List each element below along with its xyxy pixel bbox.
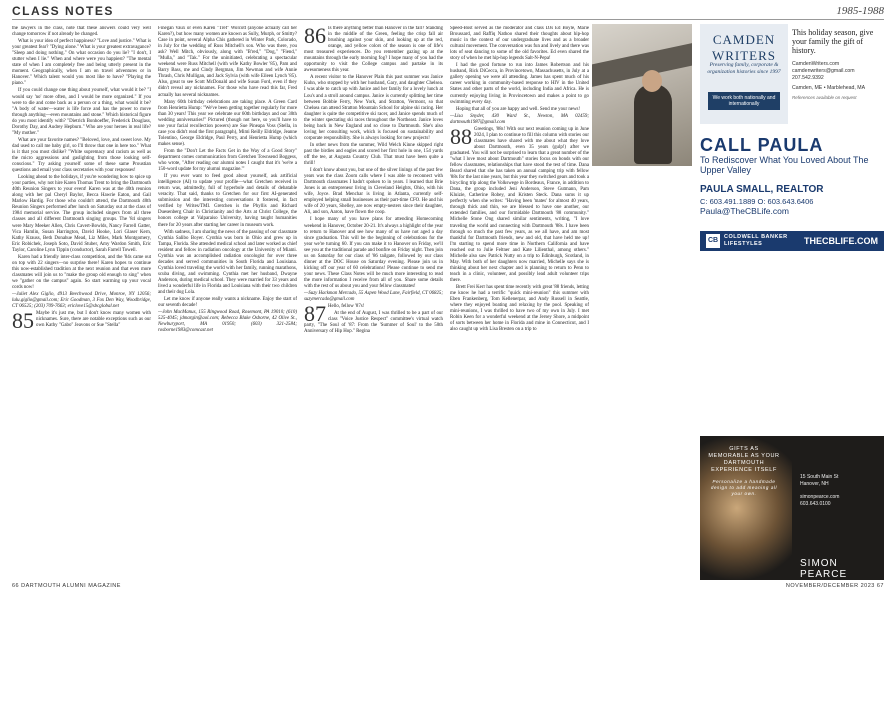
paula-name: PAULA SMALL, REALTOR (700, 184, 824, 195)
class-number-87: 87 (304, 301, 326, 327)
cb-line-2: LIFESTYLES (724, 240, 763, 247)
paragraph: Looking ahead to the holidays, if you're wondering how to spice up your parties, why not hire Karen Thomas Trent to bring the Dartmouth 40th Reunion Singers to your event! Karen was at the 40th reunion along with her pal Cheryl Baylor, Becca Hawrie Eaton, and Gail Marlow Hardig. For those who couldn't attend, the Dartmouth 40th Reunion Singers performed after lunch on Saturday out at the class of 1984 memorial service. The group included singers from all three classes and all different Dartmouth singing groups. The '84 singers were Mary Meeker Allen, Chris Cavert-Bowlds, Nancy Farrell Gatter, Vica Hamlin, Susan Harrington, David Hooke, Lori Glaser Kern, Kathy Krauss, Beth Donahue Mead, Liz Miles, Mark Montgomery, Eric Robichek, Joseph Soto, David Stuber, Amy Wardon Smith, Eric Taylor, Caroline Lynn Tippin (conductor), Sarah Farrell Towell. (12, 175, 151, 253)
paula-subtitle: To Rediscover What You Loved About The Upper Valley (700, 155, 869, 175)
camden-site-link[interactable]: CamdenWriters.com (792, 61, 840, 67)
camden-logo-top: CAMDEN (712, 32, 776, 47)
class-note-88 (450, 123, 589, 284)
camden-logo-panel (700, 24, 788, 124)
class-years: 1985-1988 (836, 5, 884, 17)
camden-logo-bottom: WRITERS (711, 48, 777, 63)
class-number-85: 85 (12, 308, 34, 334)
camden-email-link[interactable]: camdenwriters@gmail.com (792, 68, 855, 74)
column-5 (594, 172, 694, 727)
coldwell-banker-bar (700, 231, 884, 251)
section-title: CLASS NOTES (12, 4, 114, 18)
class-note-86 (304, 26, 443, 74)
paragraph: Karen had a friendly inter-class competition, and the '84s came out on top with 22 singers—no surprise there! Karen hopes to continue this now-established tradition at the next reunion and that even more classmates will join us to "make the group old enough to sing" when we "gather on the campus" again. So start warming up your vocal cords now! (12, 254, 151, 290)
classmate-photo (592, 24, 692, 166)
simon-address-2: Hanover, NH (800, 481, 829, 487)
class-note-85 (12, 308, 151, 334)
simon-contact (800, 474, 880, 508)
footer-left: 66 DARTMOUTH ALUMNI MAGAZINE (12, 583, 121, 589)
page-header (0, 0, 896, 22)
column-3 (304, 26, 443, 581)
column-2 (158, 26, 297, 581)
paragraph: Hello, fellow '87s! (328, 304, 365, 310)
paula-title: CALL PAULA (700, 135, 824, 155)
simon-promo-headline: GIFTS AS MEMORABLE AS YOUR DARTMOUTH EXPERIENCE ITSELF (708, 446, 780, 473)
paragraph: From the "Don't Let the Facts Get in the Way of a Good Story" department comes communication from Gretchen Townsend Boggess, who wrote, "After reading our alumni notes I caught that it's 'we're a 150-word update for my alumni magazine.'" (158, 148, 297, 173)
camden-details (792, 28, 884, 100)
person-head-shape (642, 70, 662, 92)
camden-badge: We work both nationally and internationally (708, 92, 780, 110)
paula-email-link[interactable]: Paula@TheCBLife.com (700, 206, 789, 216)
coldwell-banker-wordmark (724, 234, 788, 247)
paragraph: Let me know if anyone really wants a nickname. Enjoy the start of our seventh decade! (158, 297, 297, 309)
column-1 (12, 26, 151, 581)
paragraph: Finegan Vaux or even Karen "Tref" Wolcott (anyone actually call her Karen?), but how many women are known as Sully, Murph, or Smitty? Case in point, several Alpha Chis gathered in Winter Park, Colorado, in July for the wedding of Russ Mitchell's son. Who was there, you ask? Well Mitch, obviously, along with "B'red," "Dog," "Fiend," "Mulla," and "Tak." For the uninitiated, celebrating a spectacular weekend were Russ Mitchell (with wife Kathy Bowler '85), Pam and Barry Bass, me and Cindy Bergman, Jim Newman and wife Annie Thrash, Chris Mulligan, and Jack Sylvia (with wife Eileen Lynch '85). Also, great to see Scott McDonald and wife Susan Ford, even if they didn't reveal any nicknames. For those who have read this far, Fred actually has several nicknames. (158, 26, 297, 98)
paragraph: At the end of August, I was thrilled to be a part of our class "Voice Justice Respect" committee's virtual watch party, "The Soul of '87: From the 'Summer of Soul' to the 50th Anniversary of Hip Hop." Regina (304, 311, 443, 335)
secretary-signature: —Juliet Alex Giglio, 4913 Beechwood Drive, Monroe, NY 12056; lulu.giglio@gmail.com; Eric Goodman, 3 Fox Den Way, Woodbridge, CT 06525; (203) 709-7663; ericlove15@sbcglobal.net (12, 292, 151, 310)
simon-site-link[interactable]: simonpearce.com (800, 494, 840, 500)
simon-promo (708, 446, 780, 497)
paragraph: Brett Frei Kerr has spent time recently with great '88 friends, letting me know he had a terrific "quick mini-reunion" this summer with Eben Frankenberg, Tom Kellenerpar, and Andy Russell in Seattle, where they enjoyed boating and relaxing by the pool. Speaking of mini-reunions, I was thrilled to have two of my own in July. I met Robin Keen for a wonderful weekend at the Jersey Shore, a midpoint of sorts between her home in Florida and mine in Connecticut, and I also caught up with Lisa Bresten on a trip to (450, 284, 589, 333)
paragraph: If you ever want to feed good about yourself, ask artificial intelligence (AI) to update your profile—what Gretchen received in return was, admittedly, full of hyperbole and details of debatable veracity. That said, thanks to Gretchen for our first AI-generated submission and the interesting conversations it fostered, in fact verified by Writes/TMI. Gretchen is the Phyllis and Richard Duesenberg Chair in Christianity and the Arts at Christ College, the honors college at Valparaiso University, having taught humanities there for 20 years after starting her career in museum work. (158, 174, 297, 228)
paragraph: I hope many of you have plans for attending Homecoming weekend in Hanover, October 20-21. It's always a highlight of the year to return to Hanover and see how many of us have not aged a day since graduation. This will be the beginning of celebrations for the year we're turning 60. If you can make it to Hanover on Friday, we'll see you at the traditional parade and bonfire on Friday night. Then join us on Saturday for our class of '86 tailgate, followed by our class dinner at the DOC House on Saturday evening. Please join us in kicking off our year of 60 celebrations! Please continue to send me your news. These Class Notes will be much more interesting to read the more information I receive from all of you. Share some details with the rest of us about you and your fellow classmates! (304, 217, 443, 289)
simon-phone: 603.643.0100 (800, 501, 831, 507)
simon-promo-sub: Personalize a handmade design to add meaning all your own. (710, 479, 778, 496)
camden-phone: 207.542.9392 (792, 75, 824, 81)
coldwell-banker-logo-icon: CB (706, 234, 720, 248)
column-4 (450, 26, 589, 581)
camden-logo (706, 32, 782, 64)
paragraph: What are your favorite names? "Beloved, love, and sweet love. My dad used to call me baby girl, so I'll throw that one in here too." What is it that you most dislike? "White supremacy and racism as well as the micro aggressions and gaslighting from those looking self-conscious." Try asking yourself some of these same Proustian questions and email your class secretaries with your responses! (12, 137, 151, 174)
paragraph: Is there anything better than Hanover in the fall? Standing in the middle of the Green, feeling the crisp fall air brushing against your skin, and looking up at the red, orange, and yellow colors of the season is one of life's most treasured experiences. Do you remember gazing up at the mountains through the early morning fog? I hope many of you had the opportunity to visit the College campus and partake in its awesomeness this year. (304, 26, 443, 74)
person-shape (634, 84, 672, 164)
simon-pearce-ad[interactable] (700, 436, 884, 580)
camden-location: Camden, ME • Marblehead, MA (792, 85, 866, 91)
secretary-signature: —Lisa Snyder, 430 Ward St., Newton, MA 02459; dartmouth1987@gmail.com (450, 113, 589, 125)
class-number-88: 88 (450, 123, 472, 149)
camden-tagline: Preserving family, corporate & organization histories since 1997 (707, 62, 781, 75)
paragraph: In other news from the summer, Wild Welch Kinne skipped right past the birdies and eagles and scored her first hole in one, 154 yards off the tee, at Augusta Country Club. That must have been quite a thrill! (304, 142, 443, 167)
call-paula-ad[interactable] (700, 135, 884, 253)
paragraph: If you could change one thing about yourself, what would it be? "I would say 'no' more often, and I would be more organized." If you were to die and come back as a person or a thing, what would it be? "A body of water—water is life force and has the power to move through anything—even mountains and stone." Which historical figure do you most identify with? "Dietrich Bonhoeffer, Frederick Douglass, Dorothy Day, and Audrey Hepburn." Who are your heroes in real life? "My mother." (12, 88, 151, 136)
paragraph: Hoping that all of you are happy and well. Send me your news! (456, 106, 581, 112)
secretary-signature: —John MacManus, 155 Ringwood Road, Rosemont, PA 19010; (610) 525-4045; jdmargin@aol.com; Rebecca Blake Osborne, 42 Olive St., Newburyport, MA 01950; (603) 321-2584; rosborne1983@comcast.net (158, 310, 297, 334)
simon-pearce-logo: SIMON PEARCE (800, 558, 848, 580)
camden-references: References available on request (792, 95, 857, 100)
header-rule (12, 19, 884, 20)
paragraph: I don't know about you, but one of the silver linings of the past few years was the class Zoom calls where I was able to reconnect with Dartmouth classmates I hadn't spoken to in years. I learned that Brie Jones is an entrepreneur living in Cleveland Heights, Ohio, with his wife, Joyce. Brad Menchar is living in Atlanta, currently self-employed helping small businesses as their part-time CFO. He and his wife of 20 years, Shelley, are now empty-nesters since their daughter, Ali, and son, Aaron, have flown the coop. (304, 168, 443, 216)
simon-address-1: 15 South Main St (800, 474, 839, 480)
paragraph: A recent visitor to the Hanover Plain this past summer was Janice Kuhn, who stopped by with her husband, Gary, and daughter Chelsea. I was able to catch up with Janice and her family for a lovely lunch at Lou's and a stroll around campus. Janice is currently splitting her time between Bobbie Ferry, New York, and Stratton, Vermont, so that Chelsea can attend Stratton Mountain School for alpine ski racing. Her daughter is quite the competitive ski racer, and Janice spends much of the winter spectating ski races throughout the Northeast. Janice loves being back in New England and so close to Dartmouth. She's also loving her consulting work, which is focused on sustainability and corporate responsibility. She is always looking for new projects! (304, 75, 443, 141)
paragraph: With sadness, I am sharing the news of the passing of our classmate Cynthia Salibo Boyer. Cynthia was born in Ohio and grew up in Tampa, Florida. She attended medical school and later worked as chief resident and fellow in radiation oncology at the University of Miami. Cynthia was an accomplished radiation oncologist for over three decades and served communities in South Florida and Louisiana. Cynthia loved traveling the world with her family, running marathons, scuba diving, and swimming. Cynthia met her husband, Dwayne Anderson, during medical school. They were married for 33 years and lived a wonderful life in Florida and Louisiana with their two children and their dog Lola. (158, 229, 297, 296)
camden-headline: This holiday season, give your family the gift of history. (792, 28, 874, 55)
cb-site-link[interactable]: THECBLIFE.COM (804, 236, 878, 246)
footer-right: NOVEMBER/DECEMBER 2023 67 (785, 583, 884, 589)
paragraph: What is your idea of perfect happiness? "Love and justice." What is your greatest fear? "Dying alone." What is your greatest extravagance? "Sleep and doing nothing." On what occasion do you lie? "I don't, I stutter when I lie." When and where were you happiest? "The mental state of when I am completely free and being utterly present in the moment. Geographically, when I am on travel adventures or in Hanover." Which talent would you most like to have? "Playing the piano." (12, 39, 151, 87)
class-number-86: 86 (304, 26, 326, 48)
paragraph: Speed-Bost served as the moderator and class DJs Ed Boyle, Marie Broussard, and Raffiq Nathoo shared their thoughts about hip-hop music in the context of our undergraduate lives and as a broader cultural movement. The conversation was fun and lively and there was lots of seat dancing to some of the old favorites. Ed even shared the story of when he met hip-hop legends Salt-N-Pepa! (450, 26, 589, 62)
paragraph: Many 60th birthday celebrations are taking place. A Green Card from Henrietta Hump: "We've been getting together regularly for more than 30 years! This year we celebrate our 60th birthdays and our 30th wedding anniversaries!" Pictured (though not here, so you'll have to use your facial recollection powers) are Sue Pineapa Voss (Stella, in case you didn't read the first paragraph), Mimi Reilly Eldridge, Jeanne Tolentino, George Eldridge, Paul Perry, and Henrietta Hump (which makes sense). (158, 99, 297, 147)
paragraph: the lawyers in the class, note that these answers could very well change tomorrow if not already be changed. (12, 26, 151, 38)
paragraph: I had the good fortune to run into James Robertson and his husband, Rick DiCecca, in Provincetown, Massachusetts, in July at a gallery opening we were all attending. James has spent much of his career working in community-based response to HIV in the United States and other parts of the world, including India and Africa. He is currently enjoying living in Provincetown and makes a point to go swimming every day. (450, 63, 589, 105)
camden-writers-ad[interactable] (700, 24, 884, 124)
secretary-signature: —Suzy Hackman Mercado, 55 Aspen Wood Lane, Fairfield, CT 06825; suzymercado@gmail.com (304, 291, 443, 303)
paragraph: Greetings, '88s! With our next reunion coming up in June 2024, I plan to continue to fill this column with stories our classmates have shared with me about what they love about Dartmouth, even 35 years (gulp!) after we graduated. You will not be surprised to learn that a great number of the "what I love most about Dartmouth" stories focus on bonds with our fellow classmates, relationships that have stood the test of time. Dana Beard shared that she has taken an annual camping trip with fellow '88s for the last nine years, but this year they switched gears and took a bicycling trip along the Volkswege in Bordeaux, France, in addition to Dana, the group included Jeni Anderson, Steve Gutmann, Pam Kluizie, Catherine Robey, and Kristen Steck. Dana sums it up perfectly when she writes: "Having been 'mates' for almost 40 years, through thick and thin, we are blessed to have one another, our extended families, and our formidable Dartmouth '88 community." Michelle Stone Ong shared similar sentiments, writing, "I love traveling the world and connecting with Dartmouth '88s. I have been through so much the past few years, as we all have, and am most thankful for Dartmouth friends, new and old, that have held me up! I'm starting to spend more time in Northern California and have reached out to Julie Feltner and Kate Lilienthal, among others." Michelle also saw Patrick Nutty on a trip to Edinburgh, Scotland, in May. With both of her daughters now married, Michelle says she is thinking about her next chapter and is planning to return to Penn to teach in a clinic, volunteer, and possibly lead adult volunteer trips there. (450, 126, 589, 283)
paula-phones: C: 603.491.1889 O: 603.643.6406 (700, 197, 814, 206)
cb-line-1: COLDWELL BANKER (724, 234, 788, 240)
paragraph: Maybe it's just me, but I don't know many women with nicknames. Sure, there are notable exceptions such as our own Kathy "Gabo" Jeavons or Sue "Stella" (36, 311, 151, 329)
